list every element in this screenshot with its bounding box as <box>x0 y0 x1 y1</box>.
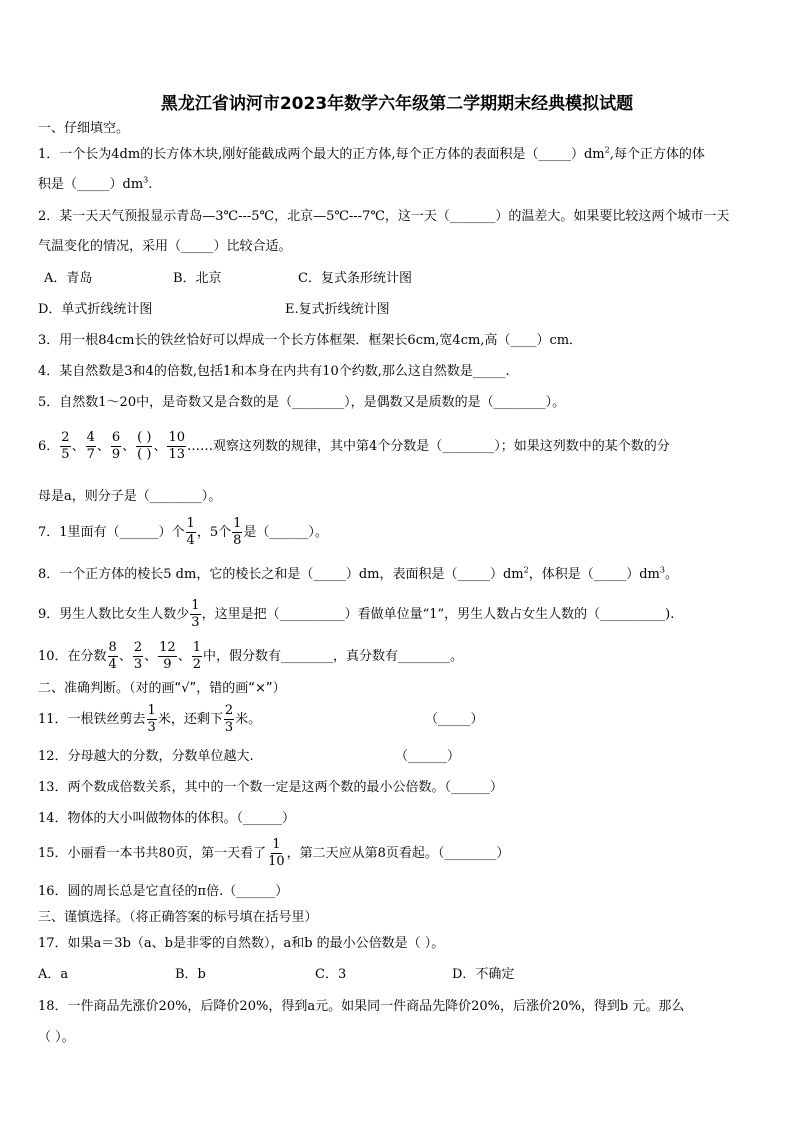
question-8: 8．一个正方体的棱长5 dm，它的棱长之和是（_____）dm，表面积是$(\_\_\_\_\_)dm^2$，体积是$(\_\_\_\_\_)dm^3$。 <box>38 565 678 582</box>
fraction: $\frac{1}{3}$ <box>191 598 200 630</box>
question-2-option-a: A．青岛 <box>44 271 93 286</box>
question-6-line-1: 6． $\frac{2}{5}$ 、 $\frac{4}{7}$ 、 $\frac{6}{9}$ 、 ( ) ( ) 、 $\frac{10}{13}$ ……观察这列数的规律，其中第4个分数是（________）；如果这列数中的某个数的分 <box>38 430 670 462</box>
question-2-line-2: 气温变化的情况，采用（_____）比较合适。 <box>38 239 292 254</box>
question-14: 14．物体的大小叫做物体的体积。（______） <box>38 811 296 826</box>
section-heading-multiple-choice: 三、谨慎选择。（将正确答案的标号填在括号里） <box>38 910 318 925</box>
question-13: 13．两个数成倍数关系，其中的一个数一定是这两个数的最小公倍数。（______） <box>38 780 504 795</box>
fraction: $\frac{4}{7}$ <box>86 430 95 462</box>
question-2-option-c: C．复式条形统计图 <box>298 271 412 286</box>
question-6-line-2: 母是a，则分子是（________）。 <box>38 489 222 504</box>
question-12-answer-blank: （______） <box>395 749 461 764</box>
fraction: $\frac{1}{2}$ <box>192 640 201 672</box>
question-18-line-2: （ ）。 <box>38 1030 75 1045</box>
page-title: 黑龙江省讷河市2023年数学六年级第二学期期末经典模拟试题 <box>160 94 634 114</box>
question-2-option-b: B．北京 <box>173 271 222 286</box>
fraction: $\frac{10}{13}$ <box>168 430 186 462</box>
question-18-line-1: 18．一件商品先涨价20%，后降价20%，得到a元。如果同一件商品先降价20%，后涨价20%，得到b 元。那么 <box>38 999 685 1014</box>
fraction: ( ) ( ) <box>137 430 152 462</box>
question-11: 11．一根铁丝剪去 $\frac{1}{3}$ 米，还剩下 $\frac{2}{3}$ 米。 <box>38 703 262 735</box>
question-2-line-1: 2．某一天天气预报显示青岛—3℃---5℃，北京—5℃---7℃，这一天（_______）的温差大。如果要比较这两个城市一天 <box>38 209 730 224</box>
fraction: $\frac{1}{8}$ <box>233 516 242 548</box>
section-heading-fill-blanks: 一、仔细填空。 <box>38 121 130 136</box>
question-10: 10．在分数 $\frac{8}{4}$ 、 $\frac{2}{3}$ 、 $\frac{12}{9}$ 、 $\frac{1}{2}$ 中，假分数有________，真分数有________。 <box>38 640 463 672</box>
question-2-option-d: D．单式折线统计图 <box>38 302 153 317</box>
fraction: $\frac{2}{3}$ <box>224 703 234 735</box>
question-3: 3．用一根84cm长的铁丝恰好可以焊成一个长方体框架．框架长6cm,宽4cm,高（____）cm． <box>38 333 583 348</box>
fraction: $\frac{1}{3}$ <box>147 703 156 735</box>
fraction: $\frac{2}{5}$ <box>61 430 70 462</box>
question-17-option-d: D．不确定 <box>452 967 515 982</box>
question-17-option-a: A．a <box>38 967 69 982</box>
question-2-option-e: E.复式折线统计图 <box>285 302 390 317</box>
question-12: 12．分母越大的分数，分数单位越大. <box>38 749 254 764</box>
question-1-line-1: 1．一个长为4dm的长方体木块,刚好能截成两个最大的正方体,每个正方体的表面积是$(\_\_\_\_\_)dm^2$,每个正方体的体 <box>38 145 705 162</box>
fraction: $\frac{1}{10}$ <box>268 837 285 869</box>
question-11-answer-blank: （_____） <box>425 712 484 727</box>
question-1-line-2: 积是$(\_\_\_\_\_)dm^3$. <box>38 175 153 192</box>
question-4: 4．某自然数是3和4的倍数,包括1和本身在内共有10个约数,那么这自然数是_____. <box>38 364 510 379</box>
question-16: 16．圆的周长总是它直径的π倍.（______） <box>38 884 289 899</box>
question-7: 7．1里面有（______）个 $\frac{1}{4}$ ，5个 $\frac{1}{8}$ 是（______）。 <box>38 516 328 548</box>
fraction: $\frac{6}{9}$ <box>111 430 121 462</box>
fraction: $\frac{2}{3}$ <box>133 640 143 672</box>
fraction: $\frac{1}{4}$ <box>186 516 195 548</box>
question-5: 5．自然数1～20中，是奇数又是合数的是（________），是偶数又是质数的是（________）。 <box>38 395 566 410</box>
fraction: $\frac{12}{9}$ <box>159 640 176 672</box>
question-15: 15．小丽看一本书共80页，第一天看了 $\frac{1}{10}$ ，第二天应从第8页看起。（________） <box>38 837 510 869</box>
section-heading-true-false: 二、准确判断。（对的画“√”，错的画“×”） <box>38 681 286 696</box>
question-17: 17．如果a＝3b（a、b是非零的自然数），a和b 的最小公倍数是（ ）。 <box>38 936 445 951</box>
question-17-option-c: C．3 <box>315 967 347 982</box>
question-9: 9．男生人数比女生人数少 $\frac{1}{3}$ ，这里是把（__________）看做单位量“1”，男生人数占女生人数的（__________). <box>38 598 675 630</box>
question-17-option-b: B．b <box>175 967 206 982</box>
fraction: $\frac{8}{4}$ <box>108 640 117 672</box>
